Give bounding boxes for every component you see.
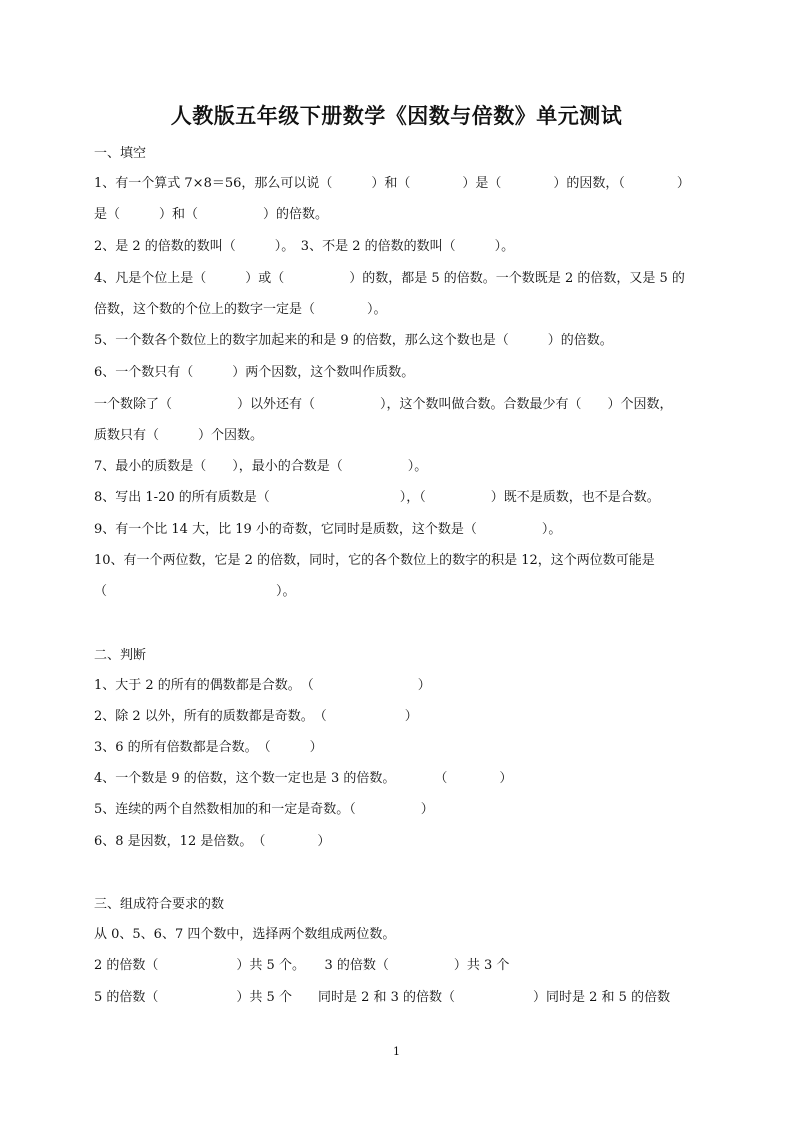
judge-line: 6、8 是因数，12 是倍数。 （ ） [94,834,331,849]
compose-line: 从 0、5、6、7 四个数中，选择两个数组成两位数。 [94,927,396,942]
question-line: 质数只有（ ）个因数。 [94,428,264,443]
judge-line: 2、除 2 以外，所有的质数都是奇数。 （ ） [94,709,418,724]
judge-line: 1、大于 2 的所有的偶数都是合数。 （ ） [94,678,431,693]
question-line: 8、写出 1-20 的所有质数是（ ），（ ）既不是质数，也不是合数。 [94,490,660,505]
question-line: 10、有一个两位数，它是 2 的倍数，同时，它的各个数位上的数字的积是 12，这个两位数可能是 [94,553,655,568]
question-line: 一个数除了（ ）以外还有（ ），这个数叫做合数。合数最少有（ ）个因数， [94,397,673,412]
question-line: 是（ ）和（ ）的倍数。 [94,207,329,222]
question-line: 2、是 2 的倍数的数叫（ ）。 3、不是 2 的倍数的数叫（ ）。 [94,239,515,254]
question-line: 4、凡是个位上是（ ）或（ ）的数，都是 5 的倍数。一个数既是 2 的倍数，又是 5 的 [94,271,685,286]
question-line: （ ）。 [94,584,296,599]
section-heading-fill: 一、填空 [94,146,147,161]
page-number: 1 [393,1045,400,1058]
question-line: 1、有一个算式 7×8＝56，那么可以说（ ）和（ ）是（ ）的因数，（ ） [94,176,690,191]
judge-line: 4、一个数是 9 的倍数，这个数一定也是 3 的倍数。 （ ） [94,771,513,786]
compose-line: 5 的倍数（ ）共 5 个 同时是 2 和 3 的倍数（ ）同时是 2 和 5 的倍数 [94,990,671,1005]
question-line: 7、最小的质数是（ ），最小的合数是（ ）。 [94,459,428,474]
compose-line: 2 的倍数（ ）共 5 个。 3 的倍数（ ）共 3 个 [94,958,510,973]
section-heading-compose: 三、组成符合要求的数 [94,897,225,912]
judge-line: 3、6 的所有倍数都是合数。 （ ） [94,740,323,755]
section-heading-judge: 二、判断 [94,648,147,663]
question-line: 9、有一个比 14 大，比 19 小的奇数，它同时是质数，这个数是（ ）。 [94,522,562,537]
question-line: 倍数，这个数的个位上的数字一定是（ ）。 [94,302,387,317]
judge-line: 5、连续的两个自然数相加的和一定是奇数。（ ） [94,802,434,817]
document-title: 人教版五年级下册数学《因数与倍数》单元测试 [170,104,623,128]
question-line: 5、一个数各个数位上的数字加起来的和是 9 的倍数，那么这个数也是（ ）的倍数。 [94,333,613,348]
question-line: 6、一个数只有（ ）两个因数，这个数叫作质数。 [94,365,415,380]
